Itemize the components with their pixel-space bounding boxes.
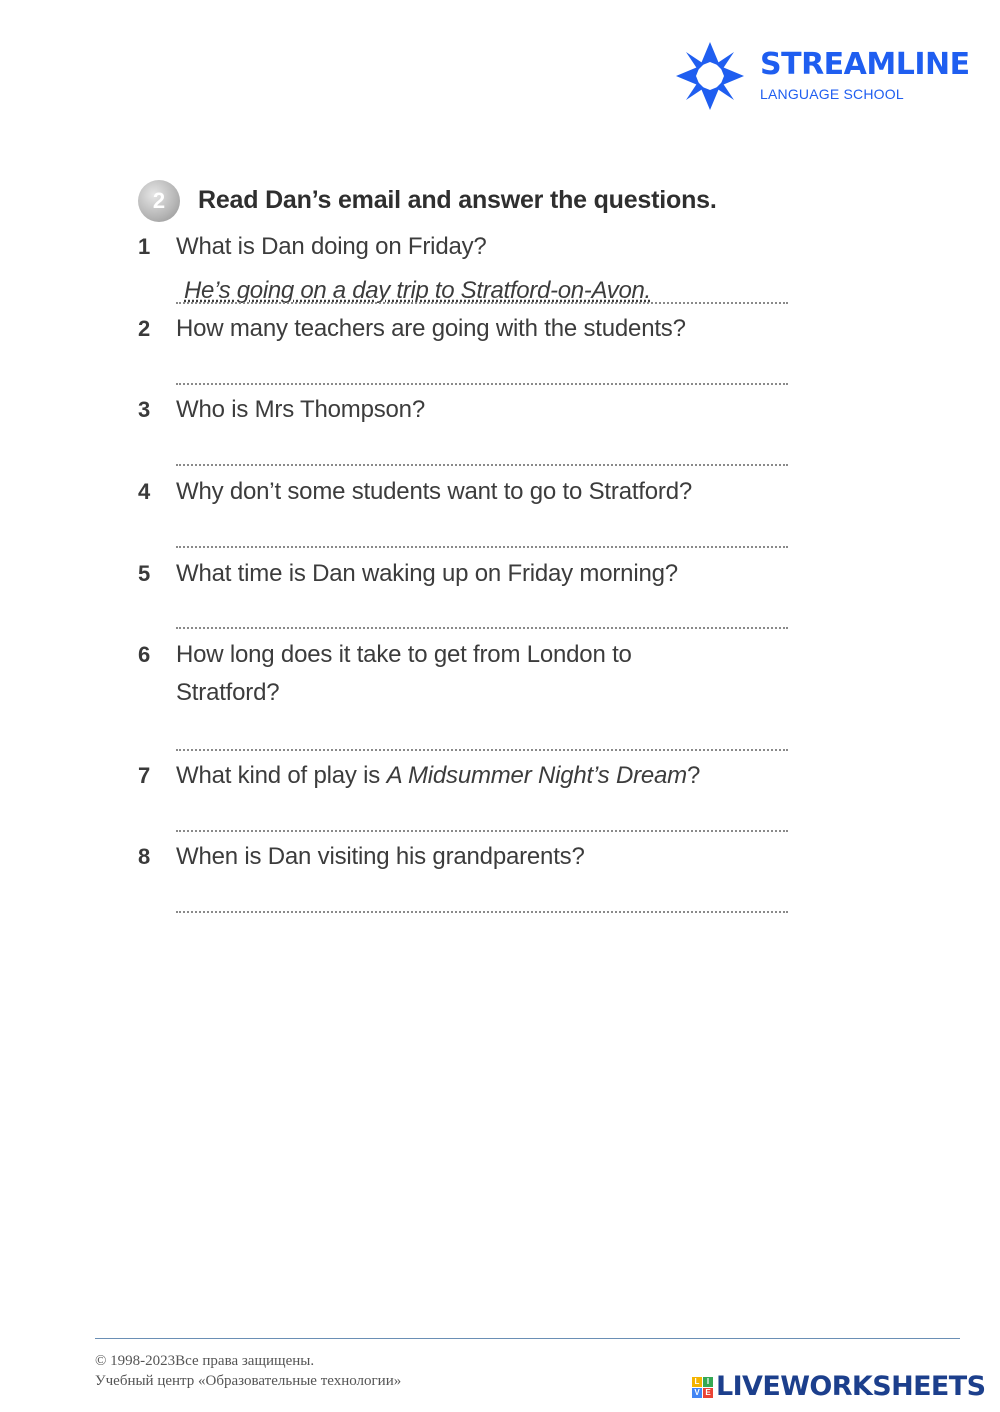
question-text: What is Dan doing on Friday?: [176, 233, 487, 260]
question-text-part: What kind of play is: [176, 762, 387, 789]
answer-line[interactable]: [176, 464, 788, 466]
footer-divider: [95, 1338, 960, 1339]
copyright-line: © 1998-2023Все права защищены.: [95, 1353, 315, 1369]
streamline-logo: [674, 40, 974, 116]
question-text: [176, 757, 796, 795]
question-number: 5: [138, 561, 151, 586]
question-text: What time is Dan waking up on Friday morning?: [176, 560, 678, 587]
question-text-part: ?: [686, 762, 701, 789]
star-compass-icon: [674, 40, 746, 112]
organization-line: Учебный центр «Образовательные технологии»: [95, 1373, 402, 1389]
play-title: A Midsummer Night’s Dream: [386, 762, 687, 789]
answer-line[interactable]: [176, 383, 788, 385]
liveworksheets-name: LIVEWORKSHEETS: [716, 1371, 986, 1402]
question-number: 7: [138, 763, 151, 788]
liveworksheets-blocks-icon: L I V E: [692, 1377, 714, 1399]
question-text: Who is Mrs Thompson?: [176, 396, 425, 423]
logo-name: STREAMLINE: [760, 47, 970, 82]
answer-line[interactable]: [176, 749, 788, 751]
question-number: 3: [138, 397, 151, 422]
logo-subtitle: LANGUAGE SCHOOL: [760, 86, 904, 102]
answer-line[interactable]: [176, 627, 788, 629]
question-number: 8: [138, 844, 151, 869]
question-number: 2: [138, 316, 151, 341]
answer-line[interactable]: [176, 911, 788, 913]
question-text: When is Dan visiting his grandparents?: [176, 843, 585, 870]
answer-line[interactable]: [176, 830, 788, 832]
exercise-instruction: Read Dan’s email and answer the questions.: [198, 186, 717, 214]
question-text: How long does it take to get from London to Stratford?: [176, 641, 632, 706]
question-text: Why don’t some students want to go to Stratford?: [176, 478, 693, 505]
answer-line[interactable]: [176, 546, 788, 548]
question-number: 1: [138, 234, 151, 259]
exercise-number-badge: 2: [138, 180, 180, 222]
question-text: How many teachers are going with the students?: [176, 315, 686, 342]
question-number: 4: [138, 479, 151, 504]
answer-line[interactable]: [176, 302, 788, 304]
answer-text: He’s going on a day trip to Stratford-on-Avon.: [184, 277, 651, 304]
footer-copyright: [95, 1351, 401, 1391]
question-number: 6: [138, 642, 151, 667]
